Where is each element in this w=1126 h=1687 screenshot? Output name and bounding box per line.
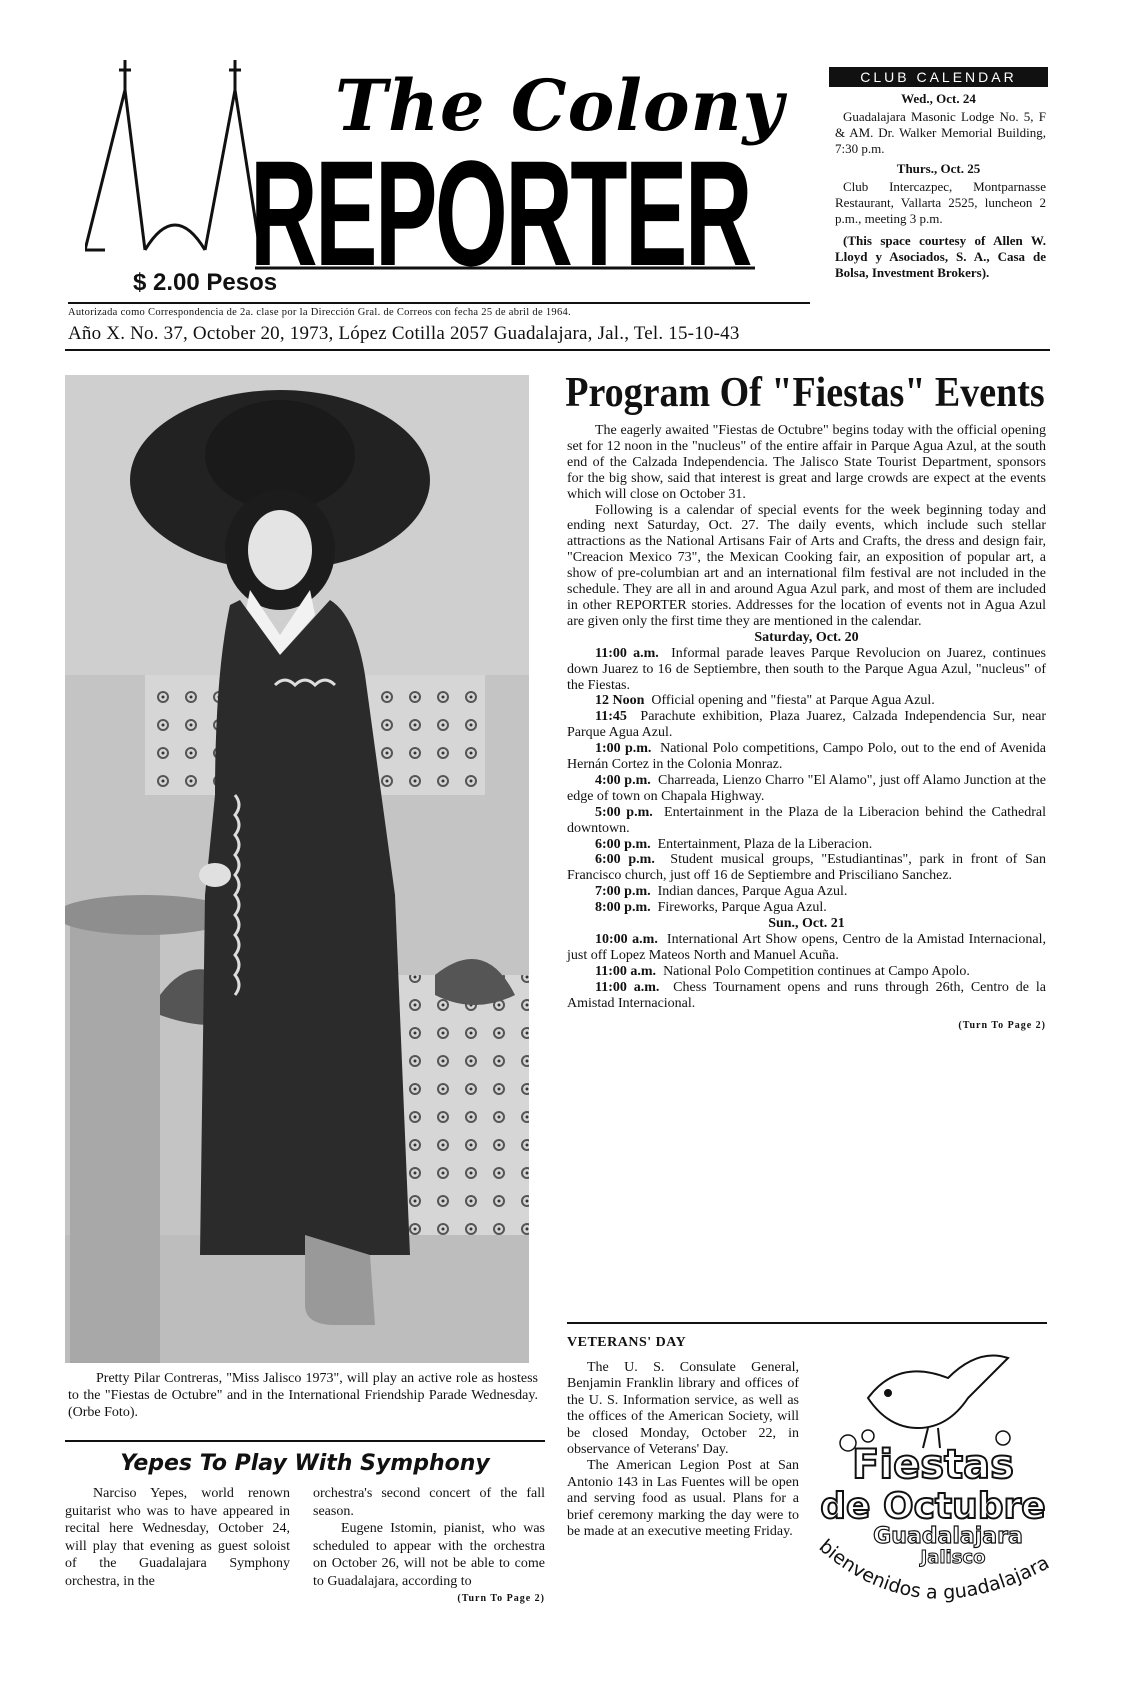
veterans-paragraph-2: The American Legion Post at San Antonio 143 in Las Fuentes will be open and serving food as usual. Plans for a brief ceremony marking the day were to be made at an executive meeting Friday. bbox=[567, 1458, 799, 1540]
event-time: 11:00 a.m. bbox=[595, 979, 660, 995]
yepes-column-1: Narciso Yepes, world renown guitarist who was to have appeared in recital here Wednesday, October 24, will play that evening as guest soloist of the Guadalajara Symphony orchestra, in the bbox=[65, 1486, 290, 1589]
event-time: 11:00 a.m. bbox=[595, 963, 657, 979]
divider bbox=[65, 1440, 545, 1442]
event-entry bbox=[567, 932, 1046, 964]
event-time: 12 Noon bbox=[595, 693, 645, 709]
calendar-courtesy: (This space courtesy of Allen W. Lloyd y Asociados, S. A., Casa de Bolsa, Investment Brokers). bbox=[835, 233, 1046, 280]
fiestas-de-octubre-logo bbox=[808, 1338, 1058, 1638]
photo-caption: Pretty Pilar Contreras, "Miss Jalisco 1973", will play an active role as hostess to the "Fiestas de Octubre" and in the International Friendship Parade Wednesday. (Orbe Foto). bbox=[68, 1371, 538, 1420]
issue-line: Año X. No. 37, October 20, 1973, López Cotilla 2057 Guadalajara, Jal., Tel. 15-10-43 bbox=[68, 323, 740, 344]
yepes-headline: Yepes To Play With Symphony bbox=[120, 1451, 490, 1476]
event-description: National Polo Competition continues at Campo Apolo. bbox=[663, 963, 970, 979]
event-description: Student musical groups, "Estudiantinas", park in front of San Francisco church, just off 16 de Septiembre and Prisciliano Sanchez. bbox=[567, 852, 1046, 884]
sunday-heading: Sun., Oct. 21 bbox=[768, 916, 845, 932]
veterans-paragraph-1: The U. S. Consulate General, Benjamin Franklin library and offices of the U. S. Information service, as well as the offices of the American Society, will be closed Monday, October 22, in observance of Veterans' Day. bbox=[567, 1360, 799, 1458]
calendar-date: Thurs., Oct. 25 bbox=[896, 161, 981, 176]
event-entry bbox=[567, 900, 1046, 916]
price-label: $ 2.00 Pesos bbox=[133, 269, 278, 296]
logo-line-4: Jalisco bbox=[920, 1547, 986, 1568]
turn-to-page: (Turn To Page 2) bbox=[958, 1019, 1046, 1031]
masthead-script-title: The Colony bbox=[335, 64, 785, 147]
calendar-date: Wed., Oct. 24 bbox=[901, 91, 976, 106]
event-description: International Art Show opens, Centro de la Amistad Internacional, just off Lopez Mateos North and Manuel Acuña. bbox=[567, 932, 1046, 963]
event-entry bbox=[567, 980, 1046, 1012]
event-entry bbox=[567, 884, 1046, 900]
event-entry bbox=[567, 709, 1046, 741]
event-description: Informal parade leaves Parque Revolucion on Juarez, continues down Juarez to 16 de Septiembre, then south to the Parque Agua Azul, "nucleus" of the Fiestas. bbox=[567, 645, 1047, 693]
masthead-big-title: REPORTER bbox=[250, 129, 752, 290]
event-entry bbox=[567, 741, 1046, 773]
divider bbox=[68, 302, 810, 304]
program-paragraph-1: The eagerly awaited "Fiestas de Octubre" begins today with the official opening set for 12 noon in the "nucleus" of the entire affair in Parque Agua Azul, at the south end of the Calzada Independencia. The Jalisco State Tourist Department, sponsors for the big show, said that interest is great and large crowds are expect at the events which will close on October 31. bbox=[567, 423, 1046, 502]
masthead-bottom-rule bbox=[65, 349, 1050, 351]
event-time: 6:00 p.m. bbox=[595, 836, 651, 852]
event-time: 5:00 p.m. bbox=[595, 804, 653, 820]
calendar-entry: Guadalajara Masonic Lodge No. 5, F & AM. Dr. Walker Memorial Building, 7:30 p.m. bbox=[835, 109, 1046, 156]
event-entry bbox=[567, 837, 1046, 853]
event-time: 6:00 p.m. bbox=[595, 852, 655, 868]
event-time: 1:00 p.m. bbox=[595, 741, 652, 757]
saturday-events bbox=[567, 646, 1046, 916]
masthead-logo bbox=[85, 50, 805, 290]
event-description: Fireworks, Parque Agua Azul. bbox=[657, 900, 827, 916]
event-time: 10:00 a.m. bbox=[595, 932, 658, 947]
saturday-heading: Saturday, Oct. 20 bbox=[754, 629, 859, 645]
logo-welcome-path: bienvenidos a guadalajara bbox=[814, 1535, 1053, 1604]
event-time: 4:00 p.m. bbox=[595, 772, 651, 788]
logo-line-3: Guadalajara bbox=[873, 1524, 1023, 1549]
event-description: Chess Tournament opens and runs through 26th, Centro de la Amistad Internacional. bbox=[567, 979, 1046, 1011]
dove-icon bbox=[868, 1356, 1008, 1449]
club-calendar-header: CLUB CALENDAR bbox=[829, 67, 1048, 87]
event-time: 11:45 bbox=[595, 709, 627, 725]
event-time: 8:00 p.m. bbox=[595, 900, 651, 916]
logo-line-2: de Octubre bbox=[820, 1486, 1046, 1527]
program-article bbox=[567, 423, 1046, 1033]
event-entry bbox=[567, 852, 1046, 884]
yepes-column-2-part-2: Eugene Istomin, pianist, who was scheduled to appear with the orchestra on October 26, will not be able to come to Guadalajara, according to bbox=[313, 1521, 545, 1589]
divider bbox=[567, 1322, 1047, 1324]
event-description: Charreada, Lienzo Charro "El Alamo", just off Alamo Junction at the edge of town on Chapala Highway. bbox=[567, 772, 1046, 804]
event-time: 11:00 a.m. bbox=[595, 645, 659, 661]
event-description: Official opening and "fiesta" at Parque Agua Azul. bbox=[651, 693, 935, 709]
event-description: Parachute exhibition, Plaza Juarez, Calzada Independencia Sur, near Parque Agua Azul. bbox=[567, 709, 1046, 741]
event-time: 7:00 p.m. bbox=[595, 884, 651, 900]
cathedral-towers-icon bbox=[85, 60, 260, 250]
yepes-column-2 bbox=[313, 1485, 545, 1608]
woman-in-charro-suit-illustration bbox=[65, 375, 529, 1363]
calendar-entry: Club Intercazpec, Montparnasse Restaurant, Vallarta 2525, luncheon 2 p.m., meeting 3 p.m. bbox=[835, 179, 1046, 226]
veterans-headline: VETERANS' DAY bbox=[567, 1335, 687, 1350]
turn-to-page: (Turn To Page 2) bbox=[457, 1593, 545, 1604]
yepes-column-2-part-1: orchestra's second concert of the fall season. bbox=[313, 1486, 545, 1519]
logo-line-1: Fiestas bbox=[852, 1442, 1014, 1488]
event-entry bbox=[567, 646, 1046, 694]
mailing-authorization: Autorizada como Correspondencia de 2a. clase por la Dirección Gral. de Correos con fecha 25 de abril de 1964. bbox=[68, 307, 571, 318]
program-headline: Program Of "Fiestas" Events bbox=[565, 369, 1045, 417]
sunday-events bbox=[567, 932, 1046, 1012]
event-entry bbox=[567, 964, 1046, 980]
event-entry bbox=[567, 805, 1046, 837]
event-description: Entertainment, Plaza de la Liberacion. bbox=[657, 836, 873, 852]
photo-miss-jalisco bbox=[65, 375, 529, 1363]
event-entry bbox=[567, 773, 1046, 805]
club-calendar bbox=[829, 67, 1048, 281]
event-description: National Polo competitions, Campo Polo, out to the end of Avenida Hernán Cortez in the Colonia Monraz. bbox=[567, 741, 1047, 773]
event-description: Entertainment in the Plaza de la Liberacion behind the Cathedral downtown. bbox=[567, 804, 1046, 836]
event-entry bbox=[567, 693, 1046, 709]
event-description: Indian dances, Parque Agua Azul. bbox=[657, 884, 848, 900]
program-paragraph-2: Following is a calendar of special events for the week beginning today and ending next Saturday, Oct. 27. The daily events, which include such stellar attractions as the National Artisans Fair of Arts and Crafts, the dress and design fair, "Creacion Mexico 73", the Mexican Cooking fair, an exposition of popular art, a show of pre-columbian art and an international film festival are not included in the schedule. They are all in and around Agua Azul park, and most of them are included in other REPORTER stories. Addresses for the location of events not in Agua Azul are given only the first time they are mentioned in the calendar. bbox=[567, 502, 1046, 629]
veterans-article bbox=[567, 1360, 799, 1540]
